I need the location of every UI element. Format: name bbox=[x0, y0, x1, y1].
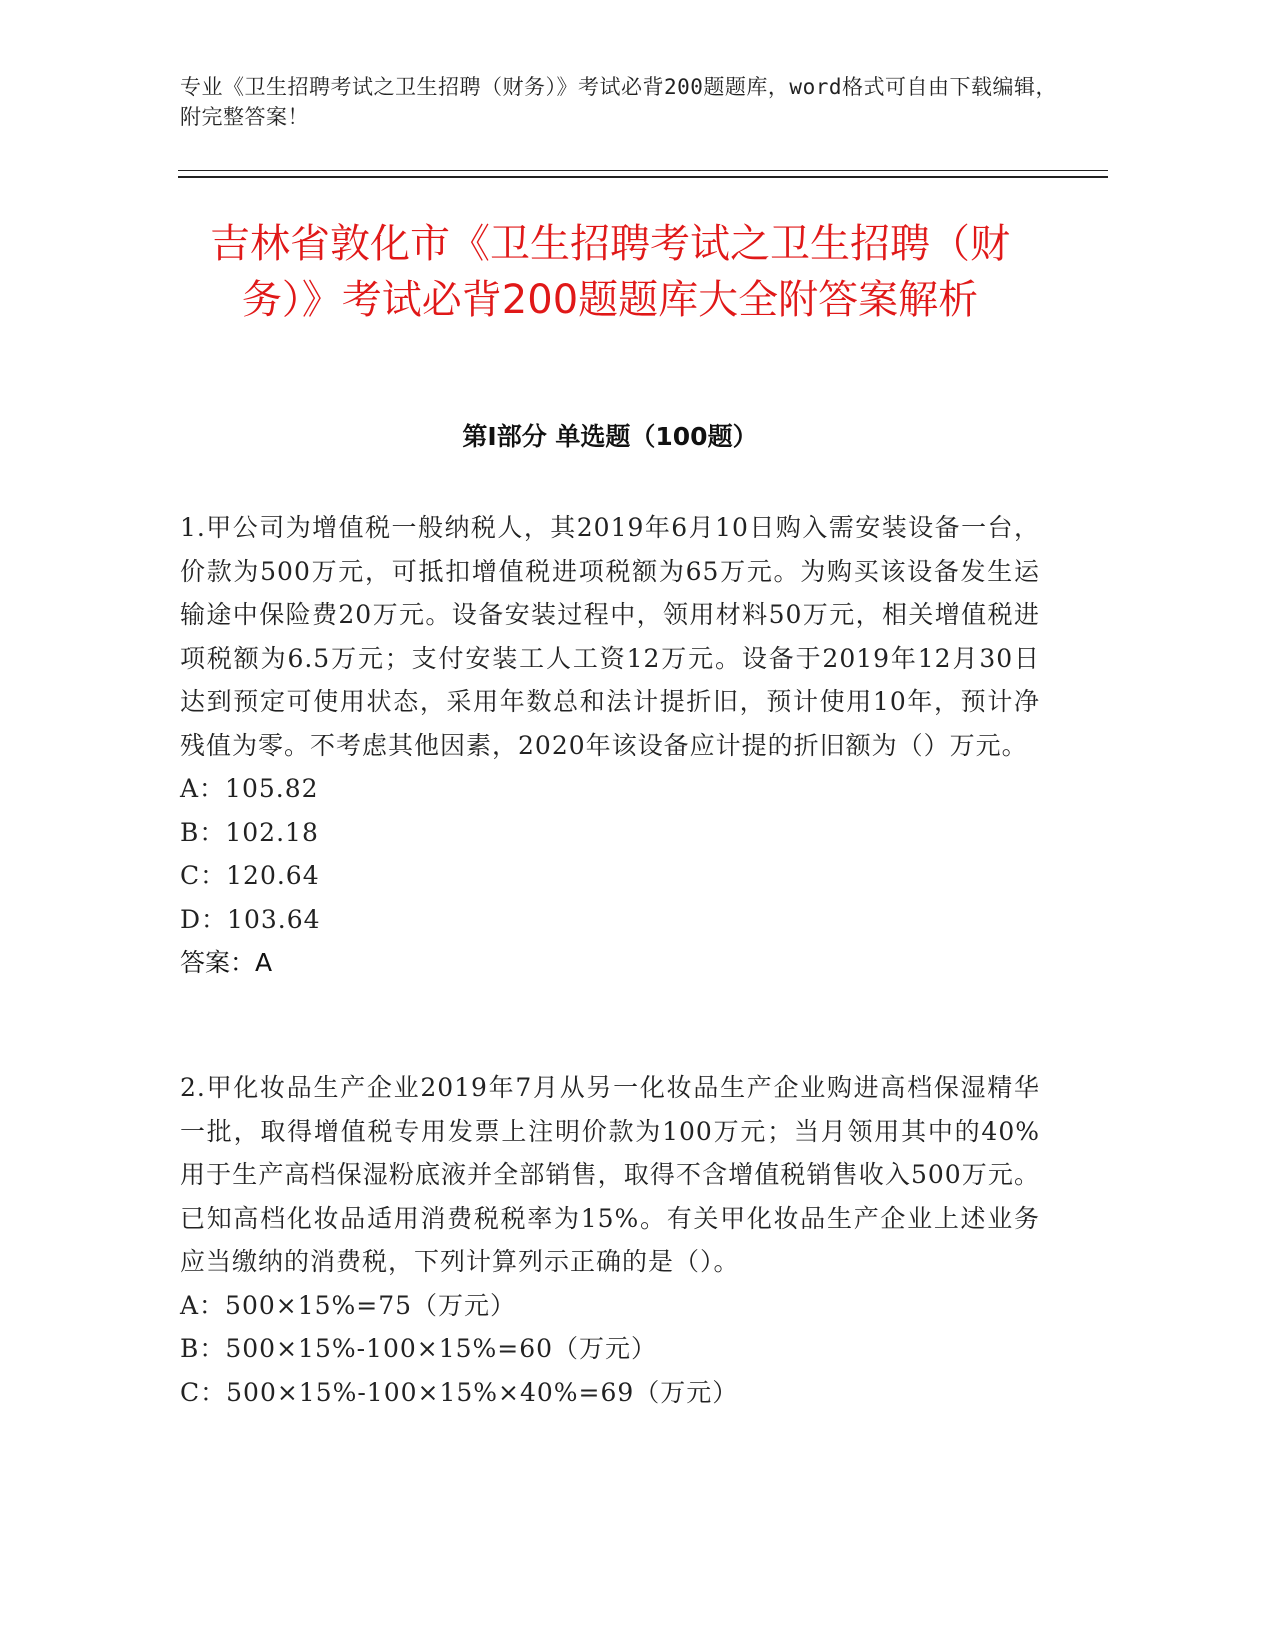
question-1 bbox=[180, 506, 1040, 985]
option-list bbox=[180, 767, 1040, 941]
section-title: 第I部分 单选题（100题） bbox=[462, 422, 758, 451]
question-2 bbox=[180, 1066, 1040, 1414]
option-c: C：120.64 bbox=[180, 861, 320, 890]
option-c: C：500×15%-100×15%×40%=69（万元） bbox=[180, 1377, 739, 1407]
header-note: 专业《卫生招聘考试之卫生招聘（财务）》考试必背200题题库，word格式可自由下载编辑，附完整答案！ bbox=[180, 75, 1057, 129]
option-b: B：500×15%-100×15%=60（万元） bbox=[180, 1334, 658, 1363]
question-stem: 2.甲化妆品生产企业2019年7月从另一化妆品生产企业购进高档保湿精华一批，取得增值税专用发票上注明价款为100万元；当月领用其中的40%用于生产高档保湿粉底液并全部销售，取得不含增值税销售收入500万元。已知高档化妆品适用消费税税率为15%。有关甲化妆品生产企业上述业务应当缴纳的消费税，下列计算列示正确的是（）。 bbox=[180, 1073, 1040, 1276]
answer-label: 答案：A bbox=[180, 948, 273, 977]
document-title: 吉林省敦化市《卫生招聘考试之卫生招聘（财务）》考试必背200题题库大全附答案解析 bbox=[210, 221, 1010, 323]
header-divider-thin bbox=[178, 170, 1108, 171]
question-stem: 1.甲公司为增值税一般纳税人，其2019年6月10日购入需安装设备一台，价款为500万元，可抵扣增值税进项税额为65万元。为购买该设备发生运输途中保险费20万元。设备安装过程中，领用材料50万元，相关增值税进项税额为6.5万元；支付安装工人工资12万元。设备于2019年12月30日达到预定可使用状态，采用年数总和法计提折旧，预计使用10年，预计净残值为零。不考虑其他因素，2020年该设备应计提的折旧额为（）万元。 bbox=[180, 513, 1040, 760]
option-b: B：102.18 bbox=[180, 817, 319, 847]
option-list bbox=[180, 1284, 1040, 1415]
option-a: A：500×15%=75（万元） bbox=[180, 1290, 517, 1320]
header-divider-thick bbox=[178, 176, 1108, 178]
option-d: D：103.64 bbox=[180, 904, 321, 934]
option-a: A：105.82 bbox=[180, 774, 319, 803]
